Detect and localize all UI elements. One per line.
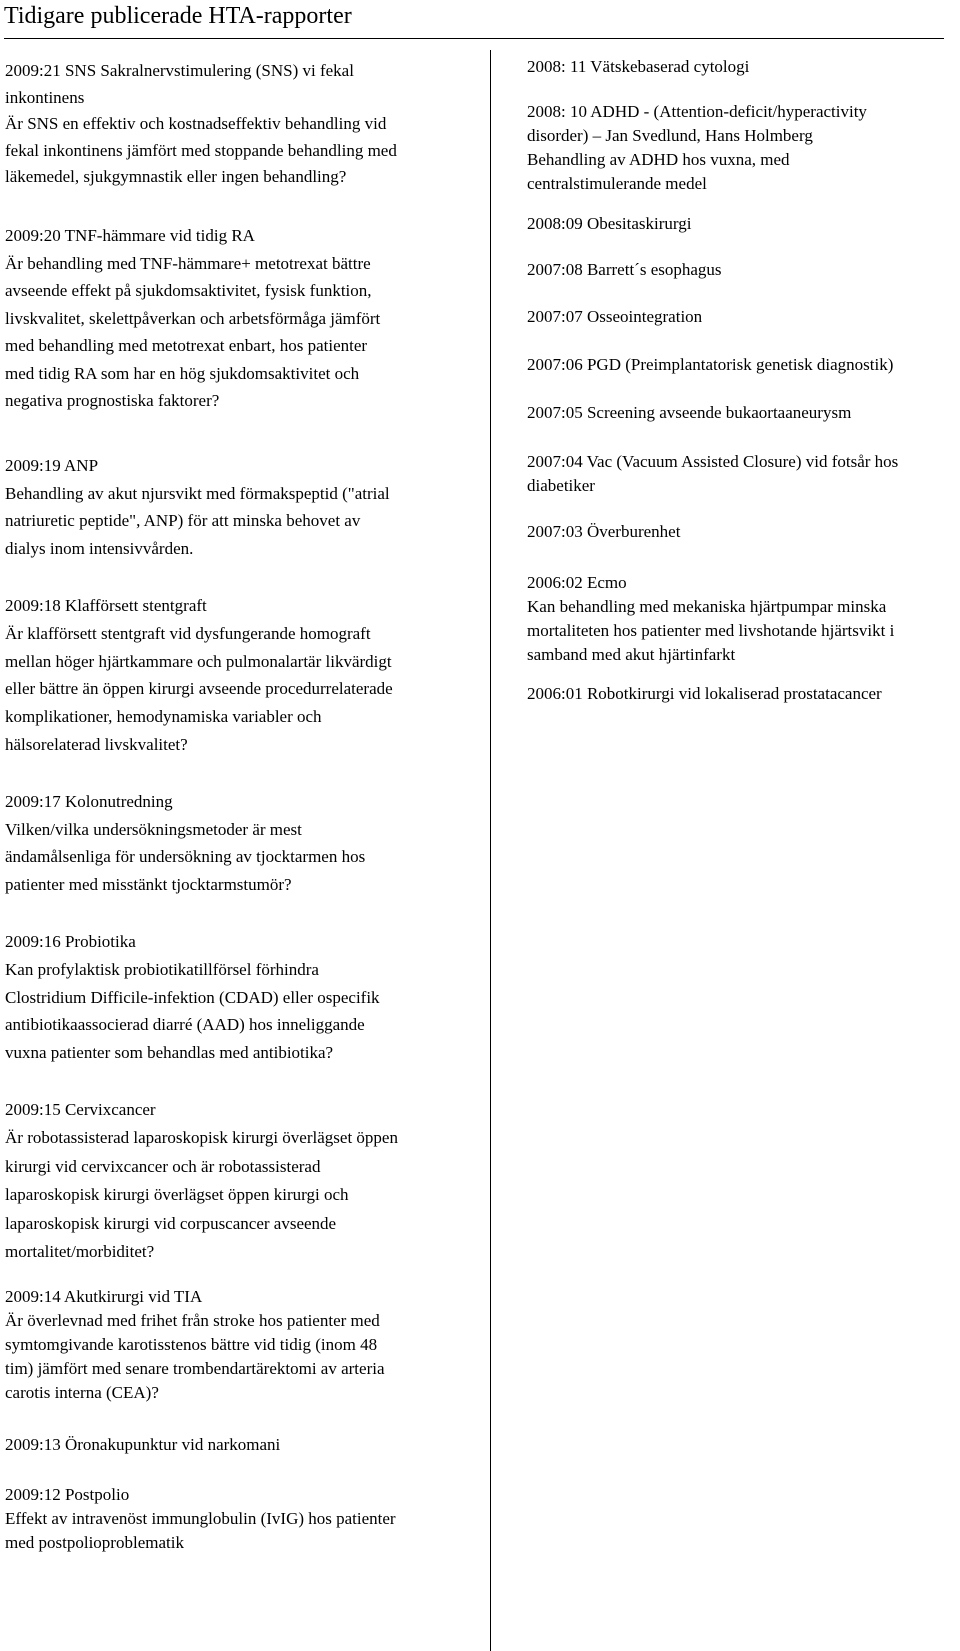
report-heading: 2007:07 Osseointegration	[527, 307, 703, 326]
report-entry-2009-13	[5, 1433, 480, 1457]
report-description: Kan profylaktisk probiotikatillförsel förhindra Clostridium Difficile-infektion (CDAD) eller ospecifik antibiotikaassocierad diarré (AAD) hos inneliggande vuxna patienter som behandlas med antibiotika?	[5, 959, 380, 1063]
report-heading: 2006:02 Ecmo	[527, 573, 627, 592]
report-entry-2009-20	[5, 222, 480, 415]
report-heading: 2009:13 Öronakupunktur vid narkomani	[5, 1435, 281, 1454]
column-divider	[490, 50, 491, 1651]
report-entry-2009-19	[5, 452, 480, 562]
report-description: Är klafförsett stentgraft vid dysfungerande homograft mellan höger hjärtkammare och pulmonalartär likvärdigt eller bättre än öppen kirurgi avseende procedurrelaterade komplikationer, hemodynamiska variabler och hälsorelaterad livskvalitet?	[5, 623, 393, 754]
report-heading: 2009:21 SNS Sakralnervstimulering (SNS) vi fekal inkontinens	[5, 61, 354, 107]
report-heading: 2008: 10 ADHD - (Attention-deficit/hyperactivity disorder) – Jan Svedlund, Hans Holmberg	[527, 102, 867, 145]
report-heading: 2008: 11 Vätskebaserad cytologi	[527, 57, 750, 76]
report-entry-2006-01	[527, 682, 957, 706]
report-heading: 2006:01 Robotkirurgi vid lokaliserad prostatacancer	[527, 684, 882, 703]
report-description: Är överlevnad med frihet från stroke hos patienter med symtomgivande karotisstenos bättre vid tidig (inom 48 tim) jämfört med senare trombendartärektomi av arteria carotis interna (CEA)?	[5, 1311, 385, 1402]
report-entry-2009-15	[5, 1096, 480, 1266]
page-title: Tidigare publicerade HTA-rapporter	[4, 0, 944, 39]
report-entry-2007-08	[527, 258, 957, 282]
report-heading: 2007:05 Screening avseende bukaortaaneurysm	[527, 403, 852, 422]
report-entry-2009-14	[5, 1285, 480, 1405]
report-heading: 2008:09 Obesitaskirurgi	[527, 214, 692, 233]
report-entry-2007-06	[527, 353, 957, 377]
report-heading: 2007:03 Överburenhet	[527, 522, 681, 541]
report-heading: 2009:18 Klafförsett stentgraft	[5, 596, 207, 615]
report-heading: 2007:08 Barrett´s esophagus	[527, 260, 722, 279]
report-entry-2008-10	[527, 100, 957, 196]
report-description: Är behandling med TNF-hämmare+ metotrexat bättre avseende effekt på sjukdomsaktivitet, fysisk funktion, livskvalitet, skelettpåverkan och arbetsförmåga jämfört med behandling med metotrexat enbart, hos patienter med tidig RA som har en hög sjukdomsaktivitet och negativa prognostiska faktorer?	[5, 253, 381, 410]
report-heading: 2009:14 Akutkirurgi vid TIA	[5, 1287, 203, 1306]
report-entry-2007-05	[527, 401, 957, 425]
report-heading: 2007:04 Vac (Vacuum Assisted Closure) vid fotsår hos diabetiker	[527, 452, 899, 495]
report-heading: 2009:15 Cervixcancer	[5, 1100, 156, 1119]
report-entry-2009-16	[5, 928, 480, 1067]
report-entry-2008-09	[527, 212, 957, 236]
report-entry-2006-02	[527, 571, 957, 667]
report-description: Effekt av intravenöst immunglobulin (IvIG) hos patienter med postpolioproblematik	[5, 1509, 396, 1552]
report-entry-2009-21	[5, 58, 480, 191]
report-description: Behandling av akut njursvikt med förmakspeptid ("atrial natriuretic peptide", ANP) för att minska behovet av dialys inom intensivvården.	[5, 483, 390, 558]
report-description: Är SNS en effektiv och kostnadseffektiv behandling vid fekal inkontinens jämfört med stoppande behandling med läkemedel, sjukgymnastik eller ingen behandling?	[5, 114, 397, 186]
report-entry-2007-03	[527, 520, 957, 544]
report-heading: 2009:19 ANP	[5, 456, 99, 475]
report-description: Vilken/vilka undersökningsmetoder är mest ändamålsenliga för undersökning av tjocktarmen hos patienter med misstänkt tjocktarmstumör?	[5, 819, 366, 894]
report-entry-2009-12	[5, 1483, 480, 1555]
report-heading: 2009:17 Kolonutredning	[5, 792, 173, 811]
report-entry-2009-17	[5, 788, 480, 898]
report-description: Behandling av ADHD hos vuxna, med centralstimulerande medel	[527, 150, 790, 193]
report-heading: 2009:20 TNF-hämmare vid tidig RA	[5, 226, 255, 245]
report-entry-2007-07	[527, 305, 957, 329]
report-description: Kan behandling med mekaniska hjärtpumpar minska mortaliteten hos patienter med livshotande hjärtsvikt i samband med akut hjärtinfarkt	[527, 597, 895, 664]
report-entry-2009-18	[5, 592, 480, 759]
report-entry-2007-04	[527, 450, 957, 498]
report-heading: 2009:16 Probiotika	[5, 932, 136, 951]
report-heading: 2009:12 Postpolio	[5, 1485, 130, 1504]
report-description: Är robotassisterad laparoskopisk kirurgi överlägset öppen kirurgi vid cervixcancer och är robotassisterad laparoskopisk kirurgi överlägset öppen kirurgi och laparoskopisk kirurgi vid corpuscancer avseende mortalitet/morbiditet?	[5, 1128, 398, 1262]
report-entry-2008-11	[527, 55, 957, 79]
report-heading: 2007:06 PGD (Preimplantatorisk genetisk diagnostik)	[527, 355, 894, 374]
